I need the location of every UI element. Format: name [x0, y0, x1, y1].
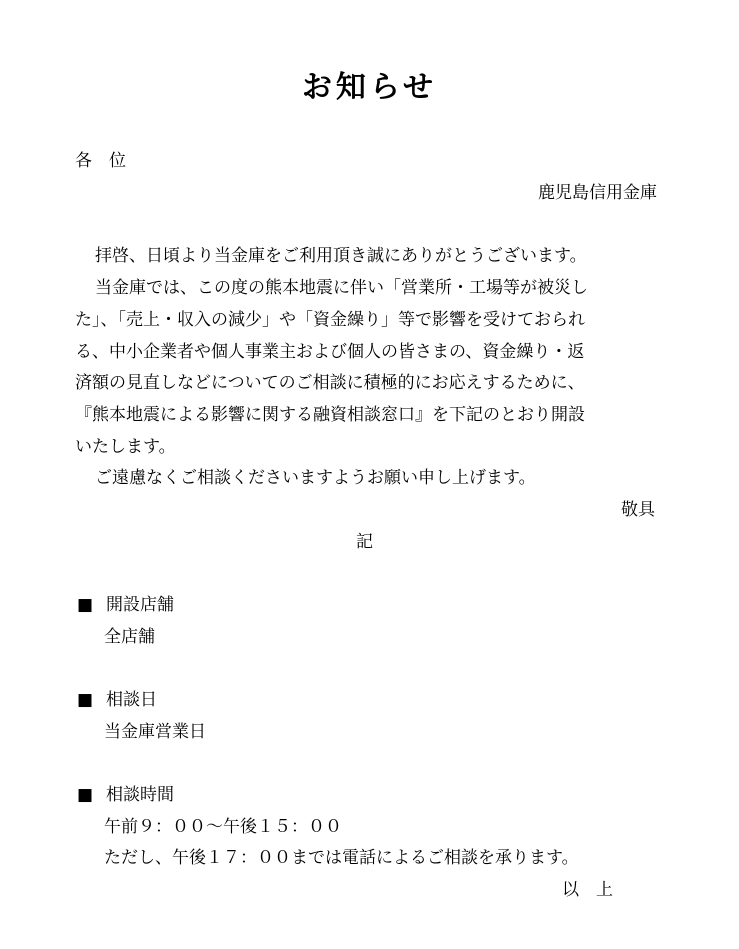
body-line: ご遠慮なくご相談くださいますようお願い申し上げます。 [95, 468, 536, 488]
section-detail: 全店舗 [104, 627, 155, 647]
body-line: 『熊本地震による影響に関する融資相談窓口』を下記のとおり開設 [75, 405, 585, 425]
bullet-icon: ■ [77, 785, 94, 805]
closing-keigu: 敬具 [621, 500, 655, 520]
body-line: 当金庫では、この度の熊本地震に伴い「営業所・工場等が被災し [95, 278, 588, 298]
sender-name: 鹿児島信用金庫 [538, 183, 657, 203]
bullet-icon: ■ [77, 595, 94, 615]
section-detail: ただし、午後１７：００までは電話によるご相談を承ります。 [104, 848, 579, 868]
section-detail: 午前９：００～午後１５：００ [104, 817, 342, 837]
section-heading: 開設店舗 [106, 595, 174, 615]
section-heading: 相談日 [106, 690, 157, 710]
body-line: 済額の見直しなどについてのご相談に積極的にお応えするために、 [75, 373, 585, 393]
addressee: 各 位 [75, 151, 126, 171]
notice-title: お知らせ [301, 70, 438, 105]
body-line: いたします。 [75, 437, 176, 457]
body-line: 拝啓、日頃より当金庫をご利用頂き誠にありがとうございます。 [95, 246, 587, 266]
section-detail: 当金庫営業日 [104, 722, 206, 742]
end-ijou: 以 上 [562, 880, 613, 900]
ki-heading: 記 [356, 532, 373, 552]
bullet-icon: ■ [77, 690, 94, 710]
section-heading: 相談時間 [106, 785, 174, 805]
body-line: た」、「売上・収入の減少」や「資金繰り」等で影響を受けておられ [75, 310, 585, 330]
body-line: る、中小企業者や個人事業主および個人の皆さまの、資金繰り・返 [75, 342, 585, 362]
